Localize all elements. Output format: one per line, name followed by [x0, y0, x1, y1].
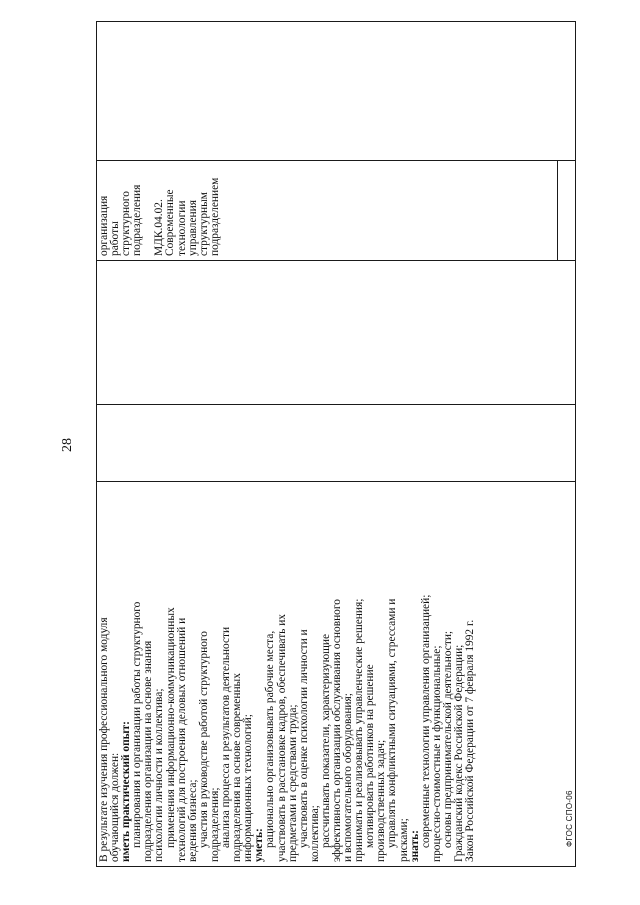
requirement-line: В результате изучения профессионального модуля: [98, 617, 110, 862]
requirement-line: Гражданский кодекс Российской Федерации;: [453, 644, 465, 862]
empty-cell-competencies: [97, 22, 576, 161]
requirement-line: подразделения;: [208, 787, 221, 862]
requirement-line: подразделения организации на основе знания: [142, 640, 155, 862]
footer-document-code: ФГОС СПО-06: [565, 790, 574, 847]
requirement-line: эффективность организации обслуживания основного: [330, 599, 343, 862]
module-requirements-list: [99, 486, 476, 862]
requirement-line: обучающийся должен:: [109, 752, 122, 862]
requirement-line: анализа процесса и результатов деятельности: [220, 626, 233, 848]
requirement-line: планирования и организации работы структурного: [131, 601, 144, 848]
requirement-line: Закон Российской Федерации от 7 февраля 1992 г.: [464, 619, 477, 862]
requirement-line: рисками;: [397, 818, 410, 862]
empty-cell-hours-total: [97, 405, 576, 482]
requirement-line: процессно-стоимостные и функциональные;: [430, 645, 443, 862]
mdk-title-3: управления: [186, 200, 199, 256]
requirement-line: производственных задач;: [375, 739, 388, 862]
mdk-cell: [97, 161, 558, 261]
requirement-heading: иметь практический опыт:: [120, 721, 133, 862]
mdk-code: МДК.04.02.: [153, 199, 166, 256]
requirement-line: технологий для построения деловых отношений и: [175, 617, 188, 862]
requirement-line: рассчитывать показатели, характеризующие: [319, 633, 332, 848]
requirement-line: участвовать в расстановке кадров, обеспечивать их: [275, 613, 288, 862]
requirement-line: ведения бизнеса;: [186, 779, 199, 862]
requirement-line: современные технологии управления организацией;: [419, 594, 432, 848]
requirement-line: коллектива;: [308, 805, 321, 862]
requirement-line: участия в руководстве работой структурного: [197, 631, 210, 848]
requirement-line: принимать и реализовывать управленческие решения;: [353, 598, 366, 862]
requirement-line: предметами и средствами труда;: [286, 704, 299, 862]
empty-cell-mdk-bottom: [558, 161, 576, 261]
requirement-line: основы предпринимательской деятельности;: [441, 630, 454, 848]
mdk-title-2: технологии: [175, 200, 188, 256]
mdk-continuation-3: подразделения: [131, 184, 144, 256]
requirement-line: мотивировать работников на решение: [364, 664, 377, 848]
requirement-line: управлять конфликтными ситуациями, стрессами и: [386, 598, 399, 848]
mdk-continuation-2: структурного: [120, 191, 133, 256]
empty-cell-hours-mandatory: [97, 261, 576, 405]
mdk-continuation-1: организация работы: [98, 195, 122, 256]
mdk-title-4: структурным: [197, 192, 210, 256]
requirement-line: подразделения на основе современных: [231, 673, 244, 862]
mdk-title-1: Современные: [164, 189, 177, 256]
requirement-line: участвовать в оценке психологии личности и: [297, 629, 310, 848]
mdk-title-5: подразделением: [208, 177, 221, 256]
requirement-line: психологии личности и коллектива;: [153, 688, 166, 862]
requirement-line: рационально организовывать рабочие места,: [264, 630, 277, 848]
page-number: 28: [60, 438, 75, 452]
requirement-line: информационных технологий;: [242, 714, 255, 862]
rotated-page: [60, 20, 595, 875]
curriculum-table: [96, 21, 576, 867]
requirement-heading: знать:: [408, 830, 421, 862]
requirement-heading: уметь:: [253, 828, 266, 862]
requirement-line: и вспомогательного оборудования;: [342, 693, 355, 862]
module-requirements-cell: [97, 482, 576, 867]
requirement-line: применения информационно-коммуникационных: [164, 607, 177, 848]
